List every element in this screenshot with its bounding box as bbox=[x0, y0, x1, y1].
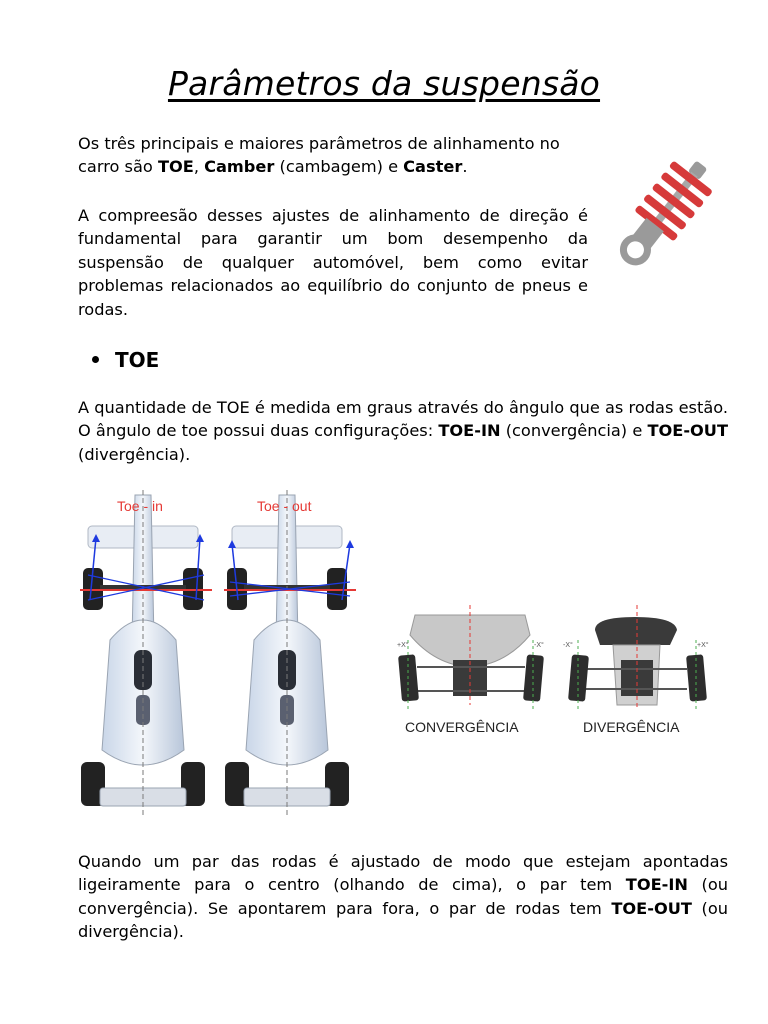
alignment-paragraph: A compreesão desses ajustes de alinhamento de direção é fundamental para garantir um bom desempenho da suspensão de qualquer automóvel, bem como evitar problemas relacionados ao equilíbrio do conjunto de pneus e rodas. bbox=[78, 206, 588, 319]
toe-text-1: A quantidade de TOE é medida em graus através do ângulo que as rodas estão. O ângulo de toe possui duas configurações: bbox=[78, 398, 728, 441]
toe-diagrams-figure bbox=[395, 605, 715, 745]
div-angle-left: -X° bbox=[563, 642, 573, 649]
conv-angle-left: +X° bbox=[397, 642, 409, 649]
toe-in-car bbox=[80, 490, 212, 815]
explanation-toe-in: TOE-IN bbox=[625, 875, 688, 895]
toe-text-2: (convergência) e bbox=[500, 421, 648, 441]
toe-heading: TOE bbox=[115, 348, 160, 372]
intro-comma: , bbox=[193, 157, 205, 177]
explanation-text-2: (ou convergência). Se apontarem para fora, o par de rodas tem bbox=[78, 875, 729, 918]
shock-absorber-image bbox=[600, 152, 730, 272]
explanation-text-1: Quando um par das rodas é ajustado de modo que estejam apontadas ligeiramente para o centro (olhando de cima), o par tem bbox=[78, 852, 728, 895]
conv-angle-right: -X° bbox=[534, 642, 544, 649]
toe-bullet bbox=[92, 348, 159, 372]
toe-out-label: Toe - out bbox=[257, 498, 312, 514]
toe-paragraph bbox=[78, 396, 728, 466]
intro-paragraph bbox=[78, 132, 588, 179]
camber-term: Camber bbox=[204, 157, 275, 177]
toe-term: TOE bbox=[157, 157, 194, 177]
page-title: Parâmetros da suspensão bbox=[167, 64, 601, 103]
div-angle-right: +X° bbox=[697, 642, 709, 649]
convergence-label: CONVERGÊNCIA bbox=[405, 719, 519, 735]
camber-note: (cambagem) e bbox=[274, 157, 404, 177]
toe-in-term: TOE-IN bbox=[438, 421, 501, 441]
divergence-diagram bbox=[563, 605, 709, 710]
bullet-dot bbox=[92, 356, 99, 363]
explanation-text-3: (ou divergência). bbox=[78, 898, 728, 942]
toe-out-car bbox=[224, 490, 356, 815]
divergence-label: DIVERGÊNCIA bbox=[583, 719, 680, 735]
convergence-diagram bbox=[397, 605, 544, 710]
intro-text: Os três principais e maiores parâmetros de alinhamento no carro são bbox=[78, 134, 560, 177]
caster-term: Caster bbox=[403, 157, 463, 177]
toe-in-label: Toe - in bbox=[117, 498, 163, 514]
explanation-toe-out: TOE-OUT bbox=[611, 898, 692, 918]
toe-cars-figure bbox=[76, 490, 366, 815]
toe-explanation-paragraph bbox=[78, 850, 728, 944]
intro-end: . bbox=[462, 157, 468, 177]
toe-out-term: TOE-OUT bbox=[647, 421, 728, 441]
toe-text-3: (divergência). bbox=[78, 444, 191, 464]
